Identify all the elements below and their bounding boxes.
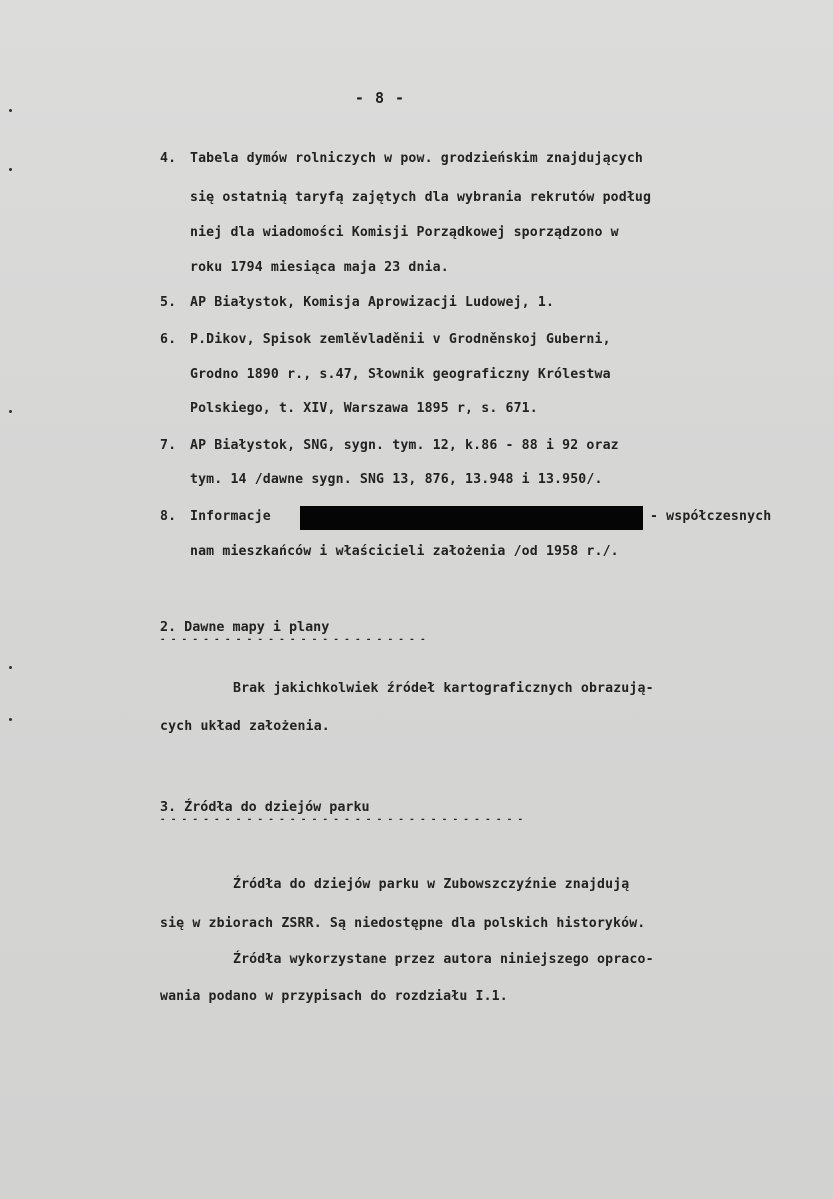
heading-underline: - - - - - - - - - - - - - - - - - - - - - - - - - - - - - - - - - -	[160, 817, 524, 823]
section-heading-text: 2. Dawne mapy i plany	[160, 620, 330, 635]
paragraph-line: się w zbiorach ZSRR. Są niedostępne dla polskich historyków.	[160, 916, 646, 931]
reference-number: 7.	[160, 438, 177, 453]
reference-line: się ostatnią taryfą zajętych dla wybrania rekrutów podług	[190, 190, 652, 205]
reference-line: niej dla wiadomości Komisji Porządkowej sporządzono w	[190, 225, 619, 240]
reference-line	[160, 150, 643, 168]
paragraph-line: Źródła wykorzystane przez autora niniejszego opraco-	[233, 952, 654, 967]
reference-line	[160, 437, 619, 455]
redaction-bar	[300, 506, 643, 530]
section-heading	[160, 620, 426, 643]
margin-punch-mark	[9, 109, 12, 112]
reference-number: 8.	[160, 509, 177, 524]
paragraph-line: Brak jakichkolwiek źródeł kartograficznych obrazują-	[233, 681, 654, 696]
reference-text: Tabela dymów rolniczych w pow. grodzieńskim znajdujących	[190, 151, 644, 166]
reference-number: 6.	[160, 332, 177, 347]
reference-line: roku 1794 miesiąca maja 23 dnia.	[190, 260, 449, 275]
paragraph-line: Źródła do dziejów parku w Zubowszczyźnie znajdują	[233, 877, 630, 892]
reference-line	[160, 331, 611, 349]
margin-punch-mark	[9, 666, 12, 669]
margin-punch-mark	[9, 718, 12, 721]
reference-line-tail: - współczesnych	[650, 509, 772, 524]
paragraph-line: cych układ założenia.	[160, 719, 330, 734]
reference-line	[160, 294, 554, 312]
reference-text: P.Dikov, Spisok zemlěvladěnii v Grodněnskoj Guberni,	[190, 332, 611, 347]
section-heading-text: 3. Źródła do dziejów parku	[160, 800, 370, 815]
reference-text: Informacje	[190, 509, 271, 524]
reference-line: Polskiego, t. XIV, Warszawa 1895 r, s. 671.	[190, 401, 538, 416]
reference-line: nam mieszkańców i właścicieli założenia /od 1958 r./.	[190, 544, 619, 559]
reference-text: AP Białystok, Komisja Aprowizacji Ludowej, 1.	[190, 295, 555, 310]
reference-line	[160, 508, 271, 526]
reference-line: Grodno 1890 r., s.47, Słownik geograficzny Królestwa	[190, 367, 611, 382]
reference-line: tym. 14 /dawne sygn. SNG 13, 876, 13.948 i 13.950/.	[190, 472, 603, 487]
reference-text: AP Białystok, SNG, sygn. tym. 12, k.86 - 88 i 92 oraz	[190, 438, 619, 453]
margin-punch-mark	[9, 168, 12, 171]
section-heading	[160, 800, 523, 823]
paragraph-line: wania podano w przypisach do rozdziału I.1.	[160, 989, 508, 1004]
page-number: - 8 -	[354, 89, 406, 107]
reference-number: 4.	[160, 151, 177, 166]
reference-number: 5.	[160, 295, 177, 310]
margin-punch-mark	[9, 410, 12, 413]
heading-underline: - - - - - - - - - - - - - - - - - - - - - - - - -	[160, 637, 426, 643]
